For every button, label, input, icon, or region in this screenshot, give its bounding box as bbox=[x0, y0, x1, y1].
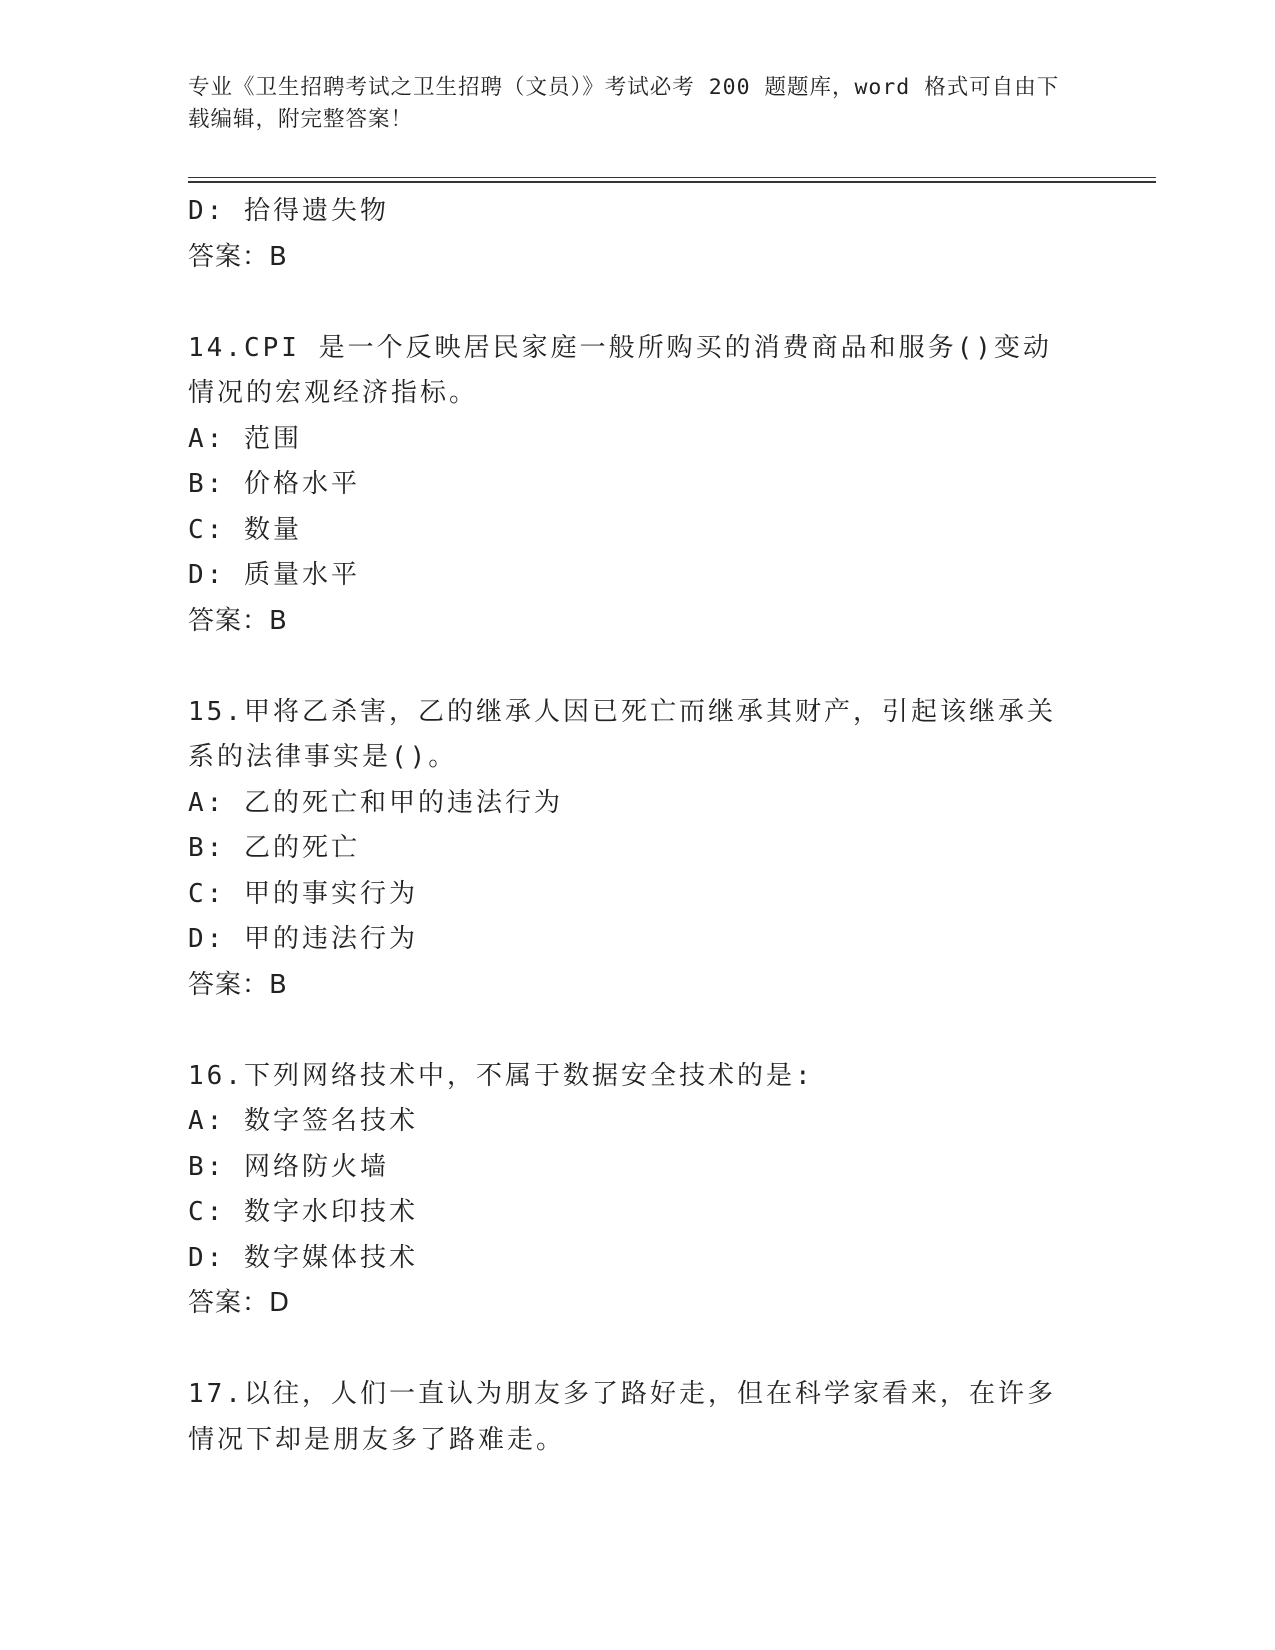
question-option-a: A: 范围 bbox=[188, 423, 302, 454]
question-option-d: D: 数字媒体技术 bbox=[188, 1242, 418, 1273]
question-answer: 答案：B bbox=[188, 605, 288, 636]
question-option-d: D: 甲的违法行为 bbox=[188, 924, 418, 954]
document-body bbox=[188, 189, 1088, 1463]
question-17 bbox=[188, 1372, 1088, 1463]
question-option-c: C: 甲的事实行为 bbox=[188, 878, 418, 909]
question-option-b: B: 网络防火墙 bbox=[188, 1151, 389, 1182]
question-option-b: B: 价格水平 bbox=[188, 469, 360, 499]
question-option-d: D: 质量水平 bbox=[188, 560, 360, 590]
spacer bbox=[188, 1327, 1088, 1373]
question-option-c: C: 数字水印技术 bbox=[188, 1197, 418, 1227]
question-stem: 16.下列网络技术中，不属于数据安全技术的是: bbox=[188, 1060, 814, 1091]
question-14 bbox=[188, 326, 1088, 645]
question-15 bbox=[188, 690, 1088, 1009]
question-option-a: A: 数字签名技术 bbox=[188, 1106, 418, 1136]
spacer bbox=[188, 280, 1088, 326]
question-answer: 答案：B bbox=[188, 969, 288, 1000]
question-stem: 17.以往，人们一直认为朋友多了路好走，但在科学家看来，在许多情况下却是朋友多了路难走。 bbox=[188, 1379, 1056, 1455]
carryover-answer: 答案：B bbox=[188, 241, 288, 272]
question-stem: 14.CPI 是一个反映居民家庭一般所购买的消费商品和服务()变动情况的宏观经济指标。 bbox=[188, 332, 1052, 408]
question-16 bbox=[188, 1054, 1088, 1327]
header-divider-thick bbox=[188, 181, 1156, 183]
carryover-option-d: D: 拾得遗失物 bbox=[188, 196, 389, 226]
question-stem: 15.甲将乙杀害，乙的继承人因已死亡而继承其财产，引起该继承关系的法律事实是()。 bbox=[188, 696, 1056, 772]
question-option-b: B: 乙的死亡 bbox=[188, 833, 360, 863]
document-header: 专业《卫生招聘考试之卫生招聘（文员）》考试必考 200 题题库，word 格式可自由下载编辑，附完整答案！ bbox=[188, 75, 1060, 132]
question-answer: 答案：D bbox=[188, 1288, 291, 1318]
spacer bbox=[188, 644, 1088, 690]
question-option-c: C: 数量 bbox=[188, 514, 302, 545]
spacer bbox=[188, 1008, 1088, 1054]
question-option-a: A: 乙的死亡和甲的违法行为 bbox=[188, 787, 563, 818]
header-divider-thin bbox=[188, 177, 1156, 178]
